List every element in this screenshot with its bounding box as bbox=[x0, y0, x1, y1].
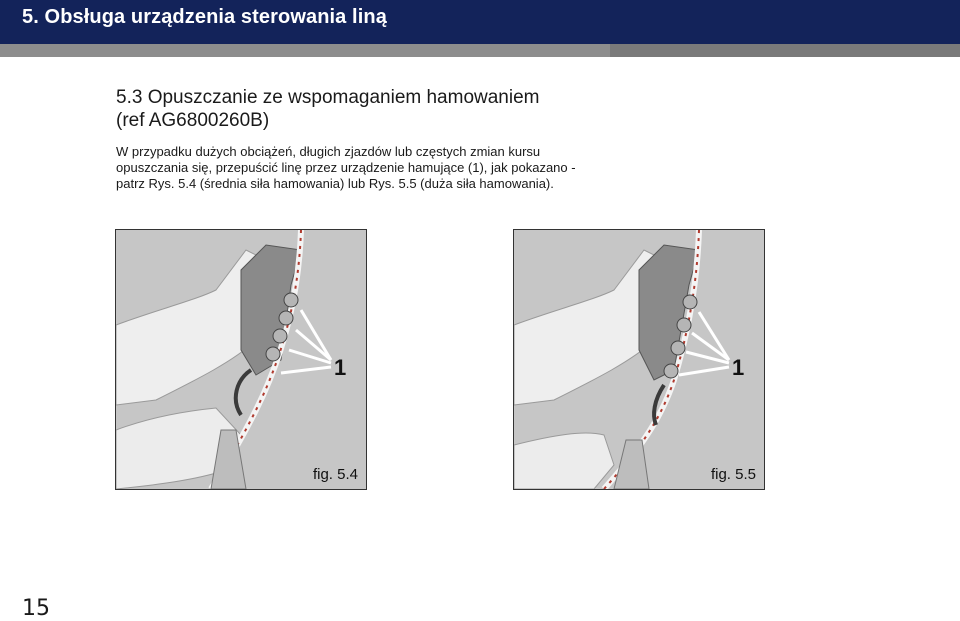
header-rule-accent bbox=[610, 44, 960, 57]
section-title bbox=[116, 86, 540, 132]
header-bar bbox=[0, 0, 960, 44]
figure-caption: fig. 5.4 bbox=[312, 466, 358, 483]
callout-label: 1 bbox=[334, 355, 347, 380]
section-title-line1: 5.3 Opuszczanie ze wspomaganiem hamowaniem bbox=[116, 87, 540, 108]
page-number: 15 bbox=[22, 596, 50, 621]
body-line-3: patrz Rys. 5.4 (średnia siła hamowania) lub Rys. 5.5 (duża siła hamowania). bbox=[116, 176, 554, 191]
section-title-line2: (ref AG6800260B) bbox=[116, 110, 270, 131]
header-title: 5. Obsługa urządzenia sterowania liną bbox=[22, 6, 387, 28]
figure-5-4 bbox=[115, 229, 367, 490]
callout-label: 1 bbox=[732, 355, 745, 380]
body-line-1: W przypadku dużych obciążeń, długich zjazdów lub częstych zmian kursu bbox=[116, 144, 541, 159]
body-paragraph bbox=[116, 144, 636, 192]
figure-5-4-photo bbox=[116, 230, 366, 489]
figure-5-5 bbox=[513, 229, 765, 490]
figure-caption: fig. 5.5 bbox=[710, 466, 756, 483]
figure-5-5-photo bbox=[514, 230, 764, 489]
body-line-2: opuszczania się, przepuścić linę przez urządzenie hamujące (1), jak pokazano - bbox=[116, 160, 576, 175]
